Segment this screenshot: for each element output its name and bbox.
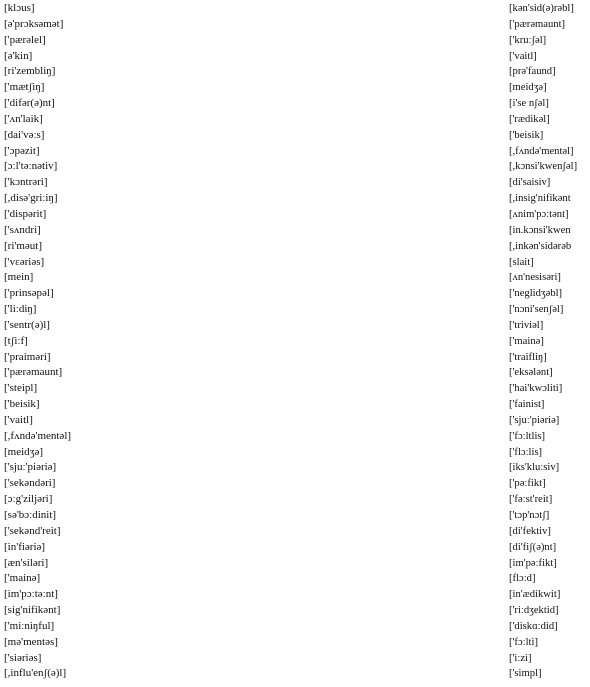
left-phonetic-column — [4, 1, 254, 682]
phonetic-entry: ['pærəmaunt] — [509, 18, 566, 30]
phonetic-entry: [,influ'enʃ(ə)l] — [4, 667, 67, 680]
phonetic-entry: ['beisik] — [509, 129, 544, 141]
phonetic-entry: [,inkən'sidərəb — [509, 240, 572, 252]
phonetic-entry: [meidʒə] — [4, 445, 44, 458]
phonetic-entry: ['vaitl] — [4, 413, 33, 426]
phonetic-entry: [æn'siləri] — [4, 556, 49, 569]
phonetic-entry: ['dispərit] — [4, 207, 47, 220]
phonetic-entry: ['sekəndəri] — [4, 477, 56, 490]
phonetic-entry: ['pærəlel] — [4, 33, 46, 46]
phonetic-entry: ['riːdʒektid] — [509, 605, 559, 617]
phonetic-entry: [ri'zembliŋ] — [4, 65, 56, 78]
phonetic-entry: ['rædikəl] — [509, 113, 550, 125]
phonetic-entry: ['vaitl] — [509, 50, 537, 62]
phonetic-entry: ['fɔːltlis] — [509, 430, 546, 442]
phonetic-entry: ['sentr(ə)l] — [4, 318, 50, 331]
phonetic-entry: ['fɔːlti] — [509, 636, 538, 648]
phonetic-entry: [im'pɔːtəːnt] — [4, 588, 58, 601]
phonetic-entry: ['hai'kwɔliti] — [509, 383, 563, 395]
phonetic-entry: ['sʌndri] — [4, 223, 41, 236]
phonetic-entry: ['neglidʒəbl] — [509, 288, 563, 300]
phonetic-entry: [ri'məut] — [4, 239, 43, 252]
phonetic-entry: [prə'faund] — [509, 66, 556, 78]
phonetic-entry: ['mætʃiŋ] — [4, 81, 45, 94]
phonetic-entry: [di'fiʃ(ə)nt] — [509, 541, 557, 553]
phonetic-entry: [dai'vəːs] — [4, 128, 45, 141]
phonetic-entry: ['kruːʃəl] — [509, 34, 547, 46]
phonetic-entry: [meidʒə] — [509, 82, 547, 94]
phonetic-entry: [tʃiːf] — [4, 334, 28, 347]
phonetic-entry: [ʌn'nesisəri] — [509, 272, 561, 284]
phonetic-entry: [,fʌndə'mentəl] — [509, 145, 574, 157]
phonetic-entry: [i'se nʃəl] — [509, 98, 549, 110]
phonetic-entry: ['steipl] — [4, 382, 38, 395]
phonetic-entry: [sə'bɔːdinit] — [4, 509, 57, 521]
phonetic-entry: ['ʌn'laik] — [4, 112, 43, 125]
phonetic-entry: ['ɔpəzit] — [4, 144, 40, 157]
phonetic-entry: [iks'kluːsiv] — [509, 462, 560, 474]
phonetic-entry: ['simpl] — [509, 668, 542, 680]
phonetic-entry: [di'saisiv] — [509, 177, 551, 189]
phonetic-entry: [ɔːl'təːnətiv] — [4, 160, 58, 173]
phonetic-entry: ['prinsəpəl] — [4, 287, 54, 300]
phonetic-entry: [sig'nifikənt] — [4, 604, 61, 617]
phonetic-entry: ['siəriəs] — [4, 651, 42, 664]
phonetic-entry: [klɔus] — [4, 2, 35, 14]
phonetic-entry: ['triviəl] — [509, 319, 544, 331]
phonetic-entry: [mein] — [4, 271, 34, 284]
phonetic-entry: [,kɔnsi'kwenʃəl] — [509, 161, 578, 173]
phonetic-entry: [mə'mentəs] — [4, 635, 58, 648]
phonetic-entry: [,insig'nifikənt — [509, 193, 571, 205]
phonetic-entry: ['liːdiŋ] — [4, 303, 37, 316]
phonetic-entry: [ə'prɔksəmət] — [4, 17, 64, 30]
phonetic-entry: [im'pəːfikt] — [509, 557, 557, 569]
phonetic-entry: ['mainə] — [4, 572, 41, 585]
phonetic-entry: ['sekənd'reit] — [4, 524, 61, 537]
phonetic-entry: [kən'sid(ə)rəbl] — [509, 3, 574, 14]
phonetic-entry: ['mainə] — [509, 335, 544, 347]
phonetic-entry: ['beisik] — [4, 398, 40, 411]
phonetic-entry: ['vɛəriəs] — [4, 255, 45, 268]
phonetic-entry: ['pærəmaunt] — [4, 366, 63, 379]
phonetic-entry: [in'ædikwit] — [509, 589, 561, 601]
phonetic-entry: ['praiməri] — [4, 350, 51, 363]
phonetic-entry: ['eksələnt] — [509, 367, 553, 379]
phonetic-entry: ['fainist] — [509, 399, 545, 411]
phonetic-entry: ['pəːfikt] — [509, 478, 546, 490]
phonetic-entry: [slait] — [509, 256, 534, 268]
phonetic-entry: ['difər(ə)nt] — [4, 97, 55, 110]
phonetic-entry: ['nɔni'senʃəl] — [509, 304, 564, 316]
phonetic-entry: ['sjuː'piəriə] — [509, 414, 560, 426]
phonetic-entry: ['sjuː'piəriə] — [4, 461, 57, 474]
phonetic-entry: [in'fiəriə] — [4, 540, 46, 553]
right-phonetic-column — [509, 1, 590, 682]
phonetic-entry: [,fʌndə'mentəl] — [4, 429, 72, 442]
phonetic-entry: [,disə'griːiŋ] — [4, 192, 58, 205]
phonetic-entry: [in.kɔnsi'kwen — [509, 224, 571, 236]
phonetic-entry: ['flɔːlis] — [509, 446, 543, 458]
phonetic-entry: ['traifliŋ] — [509, 351, 547, 363]
phonetic-entry: [flɔːd] — [509, 573, 536, 585]
phonetic-entry: [ə'kin] — [4, 49, 33, 62]
phonetic-entry: ['tɔp'nɔtʃ] — [509, 510, 550, 521]
phonetic-entry: [ʌnim'pɔːtənt] — [509, 208, 569, 220]
phonetic-entry: ['miːniŋful] — [4, 619, 55, 632]
phonetic-entry: ['diskɑːdid] — [509, 620, 558, 632]
phonetic-entry: ['iːzi] — [509, 652, 532, 664]
phonetic-entry: [ɔːg'ziljəri] — [4, 493, 53, 506]
phonetic-entry: ['fəːst'reit] — [509, 494, 553, 506]
phonetic-entry: [di'fektiv] — [509, 525, 551, 537]
phonetic-entry: ['kɔntrəri] — [4, 176, 48, 189]
